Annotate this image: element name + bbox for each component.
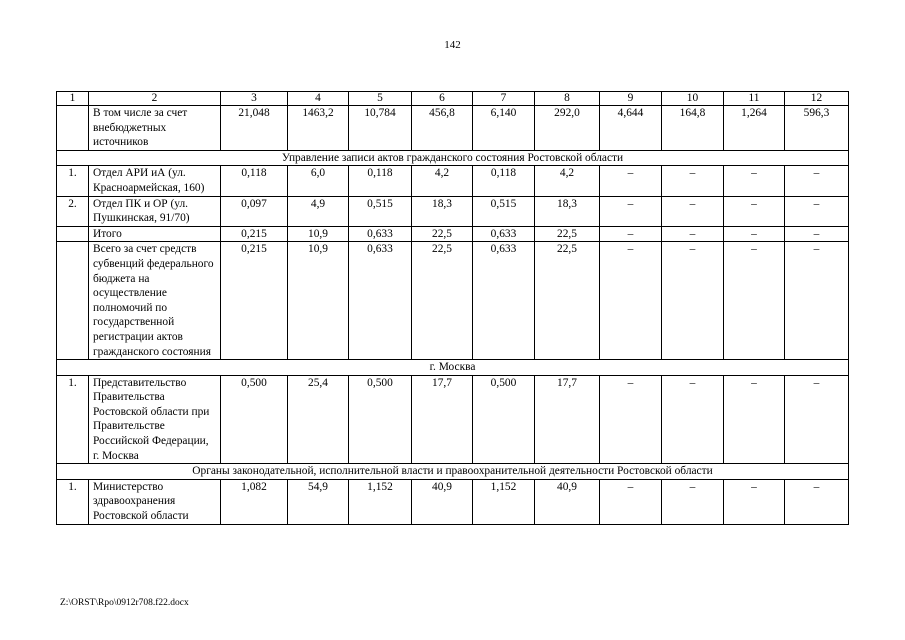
table-cell: – (785, 226, 849, 242)
table-cell: – (785, 166, 849, 196)
table-cell: 6,140 (473, 106, 535, 151)
table-cell: 0,097 (221, 196, 288, 226)
column-number-header: 8 (535, 92, 600, 106)
row-number (57, 106, 89, 151)
table-cell: – (724, 242, 785, 360)
row-name: Всего за счет средств субвенций федерального бюджета на осуществление полномочий по государственной регистрации актов гражданского состояния (89, 242, 221, 360)
table-cell: – (662, 226, 724, 242)
column-number-header: 9 (600, 92, 662, 106)
table-cell: – (600, 479, 662, 524)
column-number-header: 12 (785, 92, 849, 106)
table-cell: 4,9 (288, 196, 349, 226)
table-cell: 4,644 (600, 106, 662, 151)
row-name: В том числе за счет внебюджетных источников (89, 106, 221, 151)
table-cell: 22,5 (412, 242, 473, 360)
column-number-header: 5 (349, 92, 412, 106)
table-cell: – (662, 242, 724, 360)
row-number (57, 226, 89, 242)
table-row (57, 242, 849, 360)
table-cell: 0,633 (473, 242, 535, 360)
table-row (57, 106, 849, 151)
table-cell: 17,7 (535, 375, 600, 464)
column-number-header: 11 (724, 92, 785, 106)
table-cell: 0,515 (349, 196, 412, 226)
section-title: Органы законодательной, исполнительной власти и правоохранительной деятельности Ростовской области (57, 464, 849, 480)
table-cell: 0,215 (221, 242, 288, 360)
table-cell: – (785, 375, 849, 464)
table-cell: – (724, 166, 785, 196)
section-title: г. Москва (57, 360, 849, 376)
table-cell: – (662, 166, 724, 196)
table-cell: 10,9 (288, 226, 349, 242)
table-cell: 1,082 (221, 479, 288, 524)
section-header-row (57, 360, 849, 376)
table-row (57, 226, 849, 242)
table-cell: – (785, 479, 849, 524)
data-table (56, 91, 849, 525)
table-cell: 6,0 (288, 166, 349, 196)
row-number: 1. (57, 166, 89, 196)
table-cell: 0,118 (221, 166, 288, 196)
table-cell: 164,8 (662, 106, 724, 151)
table-cell: – (662, 196, 724, 226)
table-cell: 10,784 (349, 106, 412, 151)
table-cell: 25,4 (288, 375, 349, 464)
table-cell: 0,633 (349, 226, 412, 242)
column-number-header: 3 (221, 92, 288, 106)
table-cell: – (600, 375, 662, 464)
table-cell: 0,215 (221, 226, 288, 242)
table-cell: 4,2 (535, 166, 600, 196)
table-cell: – (600, 242, 662, 360)
table-cell: 40,9 (412, 479, 473, 524)
table-cell: – (724, 479, 785, 524)
table-cell: 0,118 (473, 166, 535, 196)
table-cell: 54,9 (288, 479, 349, 524)
table-cell: 22,5 (535, 242, 600, 360)
table-row (57, 375, 849, 464)
table-cell: 0,118 (349, 166, 412, 196)
table-cell: – (600, 226, 662, 242)
table-cell: 40,9 (535, 479, 600, 524)
table-cell: 292,0 (535, 106, 600, 151)
row-name: Представительство Правительства Ростовской области при Правительстве Российской Федерации, г. Москва (89, 375, 221, 464)
table-row (57, 166, 849, 196)
table-cell: – (662, 375, 724, 464)
row-number: 1. (57, 375, 89, 464)
section-header-row (57, 150, 849, 166)
table-cell: 0,633 (473, 226, 535, 242)
table-cell: – (724, 196, 785, 226)
table-cell: – (724, 375, 785, 464)
table-cell: 596,3 (785, 106, 849, 151)
row-name: Итого (89, 226, 221, 242)
table-cell: 4,2 (412, 166, 473, 196)
row-number: 2. (57, 196, 89, 226)
file-path-footer: Z:\ORST\Rpo\0912r708.f22.docx (60, 598, 189, 608)
row-number: 1. (57, 479, 89, 524)
table-cell: – (600, 196, 662, 226)
column-number-header: 6 (412, 92, 473, 106)
table-cell: 0,500 (349, 375, 412, 464)
row-name: Отдел ПК и ОР (ул. Пушкинская, 91/70) (89, 196, 221, 226)
table-cell: 1,152 (349, 479, 412, 524)
column-number-header: 10 (662, 92, 724, 106)
table-cell: 18,3 (535, 196, 600, 226)
table-cell: 18,3 (412, 196, 473, 226)
section-header-row (57, 464, 849, 480)
table-cell: 17,7 (412, 375, 473, 464)
table-cell: 22,5 (535, 226, 600, 242)
page-number: 142 (444, 39, 461, 51)
table-row (57, 479, 849, 524)
table-cell: 1463,2 (288, 106, 349, 151)
table-row (57, 196, 849, 226)
row-number (57, 242, 89, 360)
table-cell: 1,264 (724, 106, 785, 151)
row-name: Отдел АРИ иА (ул. Красноармейская, 160) (89, 166, 221, 196)
table-cell: – (600, 166, 662, 196)
table-header-row (57, 92, 849, 106)
table-cell: 0,515 (473, 196, 535, 226)
row-name: Министерство здравоохранения Ростовской области (89, 479, 221, 524)
table-cell: 21,048 (221, 106, 288, 151)
table-cell: 10,9 (288, 242, 349, 360)
table-cell: 0,500 (473, 375, 535, 464)
table-cell: 1,152 (473, 479, 535, 524)
column-number-header: 2 (89, 92, 221, 106)
table-cell: 0,500 (221, 375, 288, 464)
column-number-header: 4 (288, 92, 349, 106)
column-number-header: 7 (473, 92, 535, 106)
table-cell: 456,8 (412, 106, 473, 151)
section-title: Управление записи актов гражданского состояния Ростовской области (57, 150, 849, 166)
table-cell: 22,5 (412, 226, 473, 242)
table-cell: – (724, 226, 785, 242)
column-number-header: 1 (57, 92, 89, 106)
table-cell: – (662, 479, 724, 524)
table-cell: 0,633 (349, 242, 412, 360)
table-cell: – (785, 242, 849, 360)
table-cell: – (785, 196, 849, 226)
